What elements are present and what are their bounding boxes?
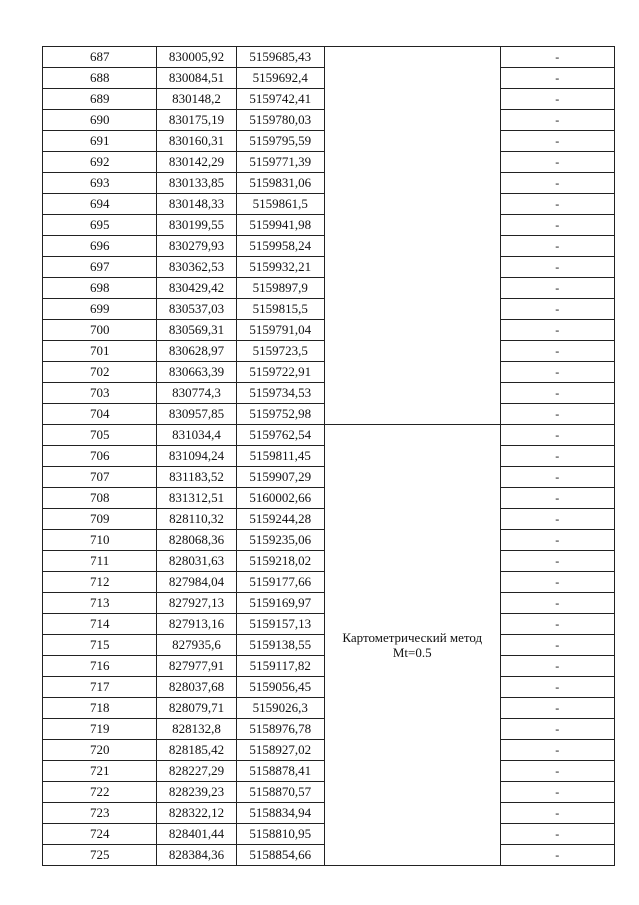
point-number-cell: 716 <box>43 656 157 677</box>
x-coordinate-cell: 830429,42 <box>157 278 236 299</box>
y-coordinate-cell: 5159861,5 <box>236 194 324 215</box>
x-coordinate-cell: 830175,19 <box>157 110 236 131</box>
point-number-cell: 711 <box>43 551 157 572</box>
dash-cell: - <box>500 782 614 803</box>
x-coordinate-cell: 830362,53 <box>157 257 236 278</box>
point-number-cell: 699 <box>43 299 157 320</box>
y-coordinate-cell: 5158878,41 <box>236 761 324 782</box>
x-coordinate-cell: 828322,12 <box>157 803 236 824</box>
dash-cell: - <box>500 467 614 488</box>
y-coordinate-cell: 5159932,21 <box>236 257 324 278</box>
point-number-cell: 703 <box>43 383 157 404</box>
dash-cell: - <box>500 572 614 593</box>
x-coordinate-cell: 828132,8 <box>157 719 236 740</box>
y-coordinate-cell: 5159791,04 <box>236 320 324 341</box>
x-coordinate-cell: 830774,3 <box>157 383 236 404</box>
x-coordinate-cell: 827913,16 <box>157 614 236 635</box>
point-number-cell: 720 <box>43 740 157 761</box>
x-coordinate-cell: 828110,32 <box>157 509 236 530</box>
point-number-cell: 689 <box>43 89 157 110</box>
y-coordinate-cell: 5159811,45 <box>236 446 324 467</box>
x-coordinate-cell: 830133,85 <box>157 173 236 194</box>
dash-cell: - <box>500 719 614 740</box>
y-coordinate-cell: 5159958,24 <box>236 236 324 257</box>
dash-cell: - <box>500 446 614 467</box>
y-coordinate-cell: 5159169,97 <box>236 593 324 614</box>
x-coordinate-cell: 830663,39 <box>157 362 236 383</box>
point-number-cell: 700 <box>43 320 157 341</box>
dash-cell: - <box>500 803 614 824</box>
dash-cell: - <box>500 530 614 551</box>
dash-cell: - <box>500 68 614 89</box>
y-coordinate-cell: 5158810,95 <box>236 824 324 845</box>
y-coordinate-cell: 5159218,02 <box>236 551 324 572</box>
dash-cell: - <box>500 236 614 257</box>
x-coordinate-cell: 830957,85 <box>157 404 236 425</box>
x-coordinate-cell: 827977,91 <box>157 656 236 677</box>
x-coordinate-cell: 830537,03 <box>157 299 236 320</box>
x-coordinate-cell: 830148,2 <box>157 89 236 110</box>
dash-cell: - <box>500 656 614 677</box>
x-coordinate-cell: 830160,31 <box>157 131 236 152</box>
dash-cell: - <box>500 509 614 530</box>
dash-cell: - <box>500 551 614 572</box>
y-coordinate-cell: 5158927,02 <box>236 740 324 761</box>
point-number-cell: 718 <box>43 698 157 719</box>
dash-cell: - <box>500 614 614 635</box>
x-coordinate-cell: 828031,63 <box>157 551 236 572</box>
dash-cell: - <box>500 593 614 614</box>
point-number-cell: 713 <box>43 593 157 614</box>
dash-cell: - <box>500 320 614 341</box>
point-number-cell: 719 <box>43 719 157 740</box>
x-coordinate-cell: 831183,52 <box>157 467 236 488</box>
point-number-cell: 690 <box>43 110 157 131</box>
dash-cell: - <box>500 488 614 509</box>
y-coordinate-cell: 5158976,78 <box>236 719 324 740</box>
point-number-cell: 691 <box>43 131 157 152</box>
coordinates-table-body <box>43 47 615 866</box>
y-coordinate-cell: 5158834,94 <box>236 803 324 824</box>
x-coordinate-cell: 831034,4 <box>157 425 236 446</box>
y-coordinate-cell: 5158854,66 <box>236 845 324 866</box>
y-coordinate-cell: 5159907,29 <box>236 467 324 488</box>
point-number-cell: 724 <box>43 824 157 845</box>
dash-cell: - <box>500 845 614 866</box>
y-coordinate-cell: 5158870,57 <box>236 782 324 803</box>
y-coordinate-cell: 5159692,4 <box>236 68 324 89</box>
method-cell-empty <box>324 47 500 425</box>
x-coordinate-cell: 828401,44 <box>157 824 236 845</box>
point-number-cell: 712 <box>43 572 157 593</box>
x-coordinate-cell: 828068,36 <box>157 530 236 551</box>
x-coordinate-cell: 830005,92 <box>157 47 236 68</box>
dash-cell: - <box>500 425 614 446</box>
point-number-cell: 717 <box>43 677 157 698</box>
dash-cell: - <box>500 677 614 698</box>
x-coordinate-cell: 830142,29 <box>157 152 236 173</box>
point-number-cell: 722 <box>43 782 157 803</box>
point-number-cell: 723 <box>43 803 157 824</box>
point-number-cell: 696 <box>43 236 157 257</box>
dash-cell: - <box>500 89 614 110</box>
method-name-text: Картометрический метод <box>342 630 483 645</box>
point-number-cell: 706 <box>43 446 157 467</box>
point-number-cell: 709 <box>43 509 157 530</box>
dash-cell: - <box>500 362 614 383</box>
point-number-cell: 710 <box>43 530 157 551</box>
x-coordinate-cell: 830148,33 <box>157 194 236 215</box>
x-coordinate-cell: 831094,24 <box>157 446 236 467</box>
dash-cell: - <box>500 299 614 320</box>
y-coordinate-cell: 5159771,39 <box>236 152 324 173</box>
dash-cell: - <box>500 740 614 761</box>
y-coordinate-cell: 5159742,41 <box>236 89 324 110</box>
method-accuracy-text: Mt=0.5 <box>392 645 432 660</box>
y-coordinate-cell: 5159026,3 <box>236 698 324 719</box>
table-row <box>43 47 615 68</box>
dash-cell: - <box>500 404 614 425</box>
x-coordinate-cell: 828384,36 <box>157 845 236 866</box>
point-number-cell: 694 <box>43 194 157 215</box>
dash-cell: - <box>500 698 614 719</box>
y-coordinate-cell: 5159897,9 <box>236 278 324 299</box>
x-coordinate-cell: 830279,93 <box>157 236 236 257</box>
x-coordinate-cell: 828079,71 <box>157 698 236 719</box>
dash-cell: - <box>500 194 614 215</box>
dash-cell: - <box>500 341 614 362</box>
x-coordinate-cell: 830199,55 <box>157 215 236 236</box>
y-coordinate-cell: 5159157,13 <box>236 614 324 635</box>
dash-cell: - <box>500 173 614 194</box>
y-coordinate-cell: 5159941,98 <box>236 215 324 236</box>
y-coordinate-cell: 5159117,82 <box>236 656 324 677</box>
x-coordinate-cell: 830084,51 <box>157 68 236 89</box>
point-number-cell: 704 <box>43 404 157 425</box>
y-coordinate-cell: 5159734,53 <box>236 383 324 404</box>
y-coordinate-cell: 5159780,03 <box>236 110 324 131</box>
dash-cell: - <box>500 152 614 173</box>
dash-cell: - <box>500 257 614 278</box>
dash-cell: - <box>500 131 614 152</box>
point-number-cell: 687 <box>43 47 157 68</box>
x-coordinate-cell: 830628,97 <box>157 341 236 362</box>
dash-cell: - <box>500 824 614 845</box>
point-number-cell: 695 <box>43 215 157 236</box>
dash-cell: - <box>500 635 614 656</box>
point-number-cell: 701 <box>43 341 157 362</box>
point-number-cell: 715 <box>43 635 157 656</box>
point-number-cell: 707 <box>43 467 157 488</box>
y-coordinate-cell: 5159244,28 <box>236 509 324 530</box>
y-coordinate-cell: 5159177,66 <box>236 572 324 593</box>
x-coordinate-cell: 827935,6 <box>157 635 236 656</box>
x-coordinate-cell: 827984,04 <box>157 572 236 593</box>
point-number-cell: 708 <box>43 488 157 509</box>
point-number-cell: 692 <box>43 152 157 173</box>
dash-cell: - <box>500 47 614 68</box>
point-number-cell: 705 <box>43 425 157 446</box>
x-coordinate-cell: 827927,13 <box>157 593 236 614</box>
method-cell <box>324 425 500 866</box>
dash-cell: - <box>500 110 614 131</box>
point-number-cell: 702 <box>43 362 157 383</box>
y-coordinate-cell: 5159056,45 <box>236 677 324 698</box>
dash-cell: - <box>500 278 614 299</box>
y-coordinate-cell: 5159722,91 <box>236 362 324 383</box>
y-coordinate-cell: 5159752,98 <box>236 404 324 425</box>
y-coordinate-cell: 5159795,59 <box>236 131 324 152</box>
x-coordinate-cell: 830569,31 <box>157 320 236 341</box>
dash-cell: - <box>500 383 614 404</box>
point-number-cell: 693 <box>43 173 157 194</box>
y-coordinate-cell: 5159762,54 <box>236 425 324 446</box>
x-coordinate-cell: 828227,29 <box>157 761 236 782</box>
x-coordinate-cell: 831312,51 <box>157 488 236 509</box>
point-number-cell: 721 <box>43 761 157 782</box>
point-number-cell: 714 <box>43 614 157 635</box>
y-coordinate-cell: 5159235,06 <box>236 530 324 551</box>
y-coordinate-cell: 5159685,43 <box>236 47 324 68</box>
point-number-cell: 698 <box>43 278 157 299</box>
point-number-cell: 697 <box>43 257 157 278</box>
x-coordinate-cell: 828239,23 <box>157 782 236 803</box>
y-coordinate-cell: 5159723,5 <box>236 341 324 362</box>
y-coordinate-cell: 5159815,5 <box>236 299 324 320</box>
point-number-cell: 688 <box>43 68 157 89</box>
dash-cell: - <box>500 761 614 782</box>
y-coordinate-cell: 5159831,06 <box>236 173 324 194</box>
point-number-cell: 725 <box>43 845 157 866</box>
y-coordinate-cell: 5159138,55 <box>236 635 324 656</box>
x-coordinate-cell: 828037,68 <box>157 677 236 698</box>
y-coordinate-cell: 5160002,66 <box>236 488 324 509</box>
table-row <box>43 425 615 446</box>
x-coordinate-cell: 828185,42 <box>157 740 236 761</box>
coordinates-table <box>42 46 615 866</box>
dash-cell: - <box>500 215 614 236</box>
